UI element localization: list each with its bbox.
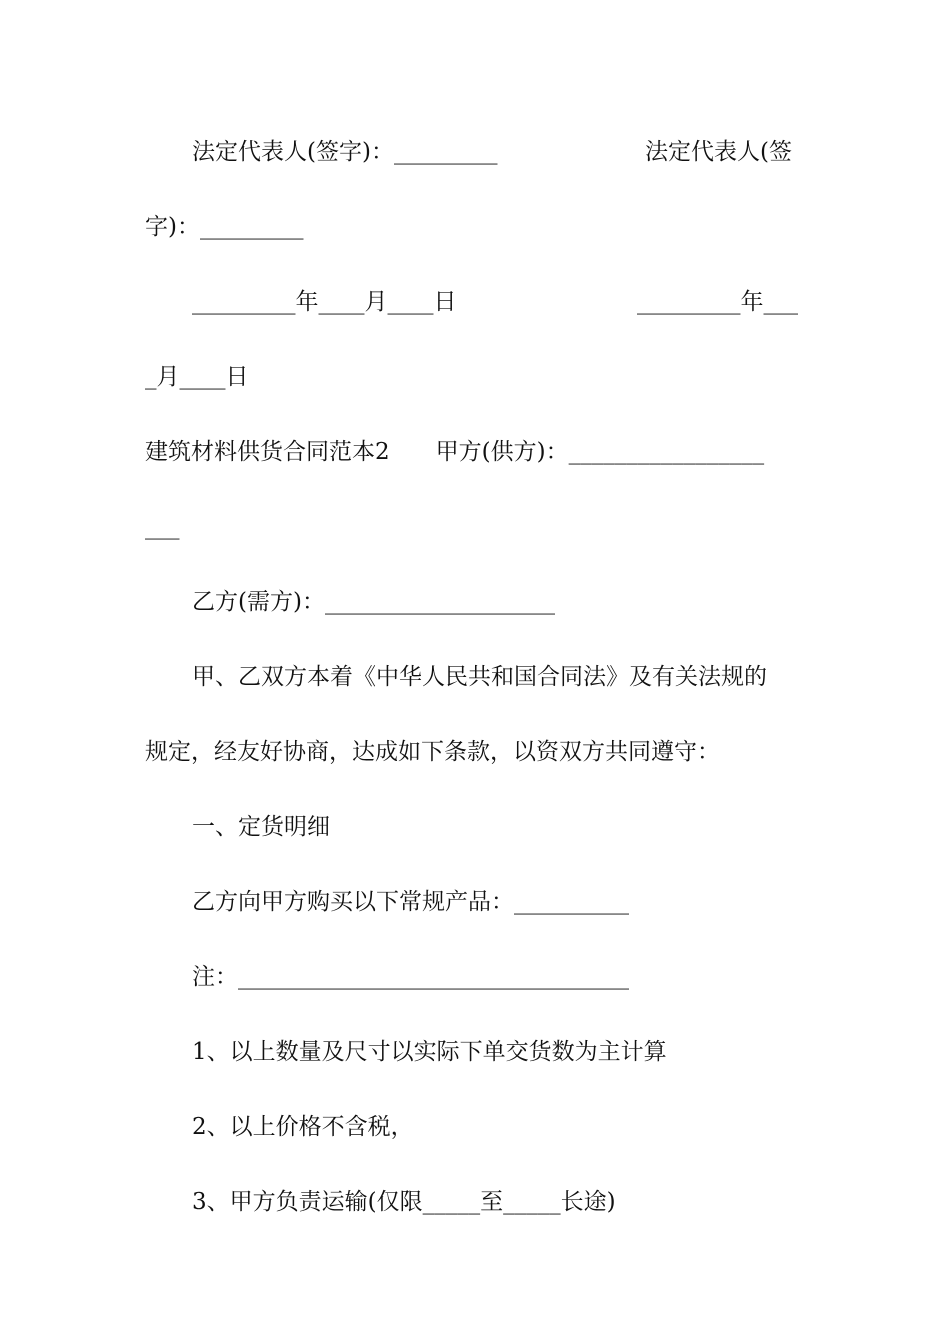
signature-continued: 字)：_________: [145, 214, 304, 240]
date-continued: _月____日: [145, 364, 249, 390]
supplier-line-continued: [0, 507, 950, 547]
clause-2: 2、以上价格不含税，: [192, 1114, 414, 1140]
party-a-date-field: _________年____月____日: [192, 289, 457, 315]
signature-line-2: [0, 207, 950, 247]
clause-line-3: [0, 1182, 950, 1222]
buyer-field: 乙方(需方)：____________________: [192, 589, 555, 615]
note-field: 注：__________________________________: [192, 964, 629, 990]
preamble-text: 甲、乙双方本着《中华人民共和国合同法》及有关法规的: [192, 664, 767, 690]
party-b-signature-field: 法定代表人(签: [645, 139, 792, 165]
preamble-text-continued: 规定，经友好协商，达成如下条款，以资双方共同遵守：: [145, 739, 720, 765]
section-heading: 一、定货明细: [192, 814, 330, 840]
clause-line-2: [0, 1107, 950, 1147]
contract-title-line: [0, 432, 950, 472]
clause-1: 1、以上数量及尺寸以实际下单交货数为主计算: [192, 1039, 667, 1065]
clause-3: 3、甲方负责运输(仅限_____至_____长途): [192, 1189, 616, 1215]
preamble-line-1: [0, 657, 950, 697]
preamble-line-2: [0, 732, 950, 772]
party-b-date-field: _________年___: [637, 289, 798, 315]
underline-continued: ___: [145, 514, 180, 540]
section-heading-line: [0, 807, 950, 847]
products-field: 乙方向甲方购买以下常规产品：__________: [192, 889, 629, 915]
buyer-line: [0, 582, 950, 622]
clause-line-1: [0, 1032, 950, 1072]
signature-line-1: [0, 132, 950, 172]
contract-title: 建筑材料供货合同范本2 甲方(供方)：_________________: [145, 439, 765, 465]
note-line: [0, 957, 950, 997]
date-line-1: [0, 282, 950, 322]
products-line: [0, 882, 950, 922]
date-line-2: [0, 357, 950, 397]
party-a-signature-field: 法定代表人(签字)：_________: [192, 139, 498, 165]
